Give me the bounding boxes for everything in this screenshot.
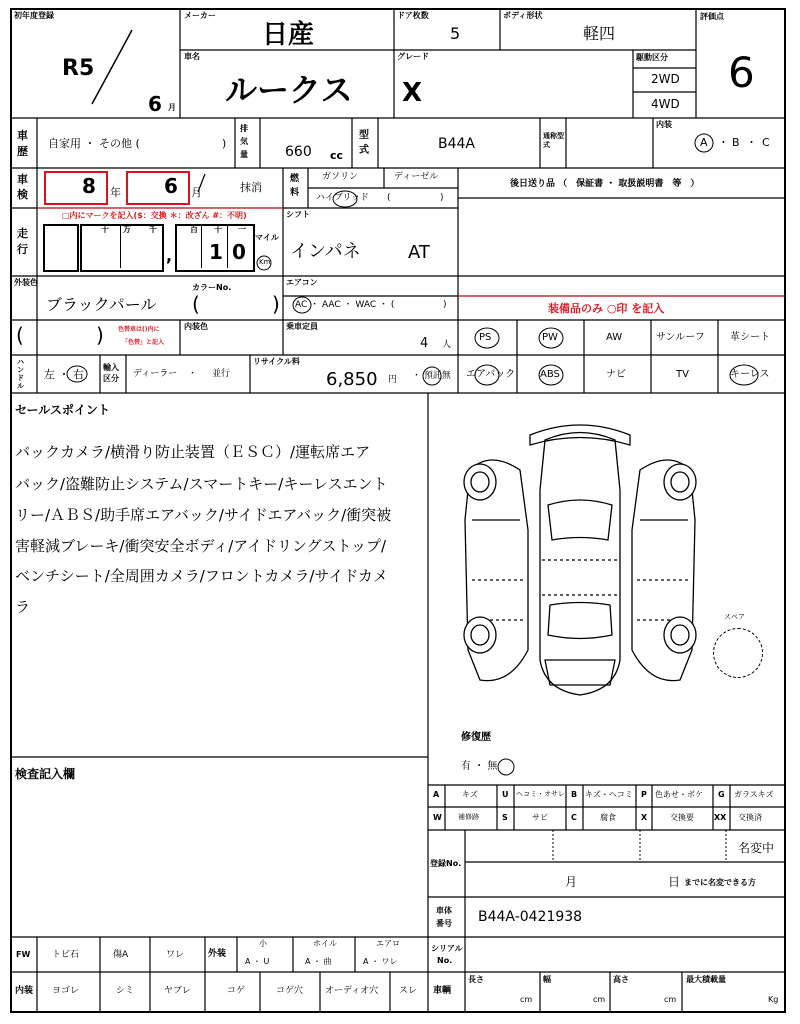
fw-item-1: トビ石 bbox=[52, 950, 80, 960]
interior-grade-b: B bbox=[732, 136, 740, 149]
km-label: Km bbox=[259, 258, 271, 266]
body-label: ボディ形状 bbox=[503, 11, 543, 20]
unit-10: 十 bbox=[214, 225, 222, 234]
capacity-unit: 人 bbox=[442, 340, 452, 350]
type-label: 型式 bbox=[359, 130, 369, 156]
sales-points-label: セールスポイント bbox=[15, 403, 110, 417]
inspection-year-box bbox=[44, 171, 108, 205]
reg-month: 6 bbox=[148, 92, 162, 116]
length-unit: cm bbox=[520, 995, 533, 1004]
equip-keyless: キーレス bbox=[730, 369, 770, 380]
history-label: 車歴 bbox=[17, 129, 28, 158]
width-unit: cm bbox=[593, 995, 606, 1004]
recycle-value: 6,850 bbox=[326, 369, 378, 390]
int-label: 内装 bbox=[15, 986, 34, 996]
model-name-label: 車名 bbox=[184, 52, 200, 61]
mile-label: マイル bbox=[255, 233, 279, 242]
chassis-label-2: 番号 bbox=[436, 919, 452, 928]
legend-c-text: 腐食 bbox=[600, 813, 616, 822]
interior-color-label: 内装色 bbox=[184, 322, 208, 331]
chassis-number: B44A-0421938 bbox=[478, 909, 583, 925]
legend-xx-code: XX bbox=[714, 813, 727, 822]
ext-label: 外装 bbox=[208, 949, 227, 959]
legend-p-text: 色あせ・ボケ bbox=[655, 790, 703, 799]
history-text: 自家用 ・ その他 ( bbox=[48, 137, 140, 150]
aircon-label: エアコン bbox=[286, 278, 318, 287]
repair-label: 修復歴 bbox=[461, 732, 491, 743]
load-label: 最大積載量 bbox=[686, 975, 726, 984]
mileage-sep-1 bbox=[120, 224, 121, 268]
inspection-month-box bbox=[126, 171, 190, 205]
legend-w-text: 補修跡 bbox=[458, 813, 479, 821]
equip-navi: ナビ bbox=[606, 369, 626, 380]
color-no-open: ( bbox=[192, 292, 200, 316]
width-label: 幅 bbox=[543, 975, 551, 984]
legend-a-text: キズ bbox=[462, 790, 478, 799]
legend-b-code: B bbox=[571, 790, 578, 799]
maker: 日産 bbox=[262, 20, 315, 50]
equip-airbag: エアバック bbox=[466, 369, 516, 380]
capacity-value: 4 bbox=[420, 336, 429, 351]
serial-label-2: No. bbox=[437, 956, 453, 965]
displacement-label: 排気量 bbox=[240, 124, 248, 159]
equip-pw: PW bbox=[542, 332, 558, 343]
score: 6 bbox=[728, 48, 755, 97]
mileage-digit-1: 1 bbox=[209, 240, 223, 264]
name-change: 名変中 bbox=[738, 841, 775, 855]
height-unit: cm bbox=[664, 995, 677, 1004]
legend-g-code: G bbox=[718, 790, 725, 799]
color-no-label: カラーNo. bbox=[192, 283, 232, 292]
ext-aero-label: エアロ bbox=[376, 939, 400, 948]
recycle-deposit: ・ 預託無 bbox=[412, 371, 451, 381]
reg-day-label: 日 bbox=[668, 875, 681, 889]
ext-wheel-opts: A ・ 曲 bbox=[305, 957, 332, 966]
unit-1k: 千 bbox=[149, 225, 157, 234]
fw-item-2: 傷A bbox=[113, 950, 129, 960]
int-item-3: ヤブレ bbox=[164, 986, 191, 996]
fuel-hybrid: ハイブリッド bbox=[316, 193, 370, 203]
legend-s-text: サビ bbox=[532, 813, 548, 822]
drive-2wd: 2WD bbox=[651, 72, 680, 86]
sales-line-5: ベンチシート/全周囲カメラ/フロントカメラ/サイドカメ bbox=[15, 567, 388, 585]
model-type: B44A bbox=[438, 136, 475, 152]
unit-10m: 十 bbox=[101, 225, 109, 234]
legend-p-code: P bbox=[641, 790, 647, 799]
model-name: ルークス bbox=[225, 71, 353, 109]
equip-aw: AW bbox=[606, 332, 623, 343]
legend-g-text: ガラスキズ bbox=[734, 790, 774, 799]
import-parallel: 並行 bbox=[212, 369, 231, 379]
spare-tire-icon bbox=[713, 628, 763, 678]
interior-dot-1: ・ bbox=[718, 136, 729, 149]
aircon-close: ) bbox=[443, 300, 447, 310]
doors: 5 bbox=[450, 24, 461, 43]
int-item-2: シミ bbox=[116, 986, 135, 996]
aircon-options: AC ・ AAC ・ WAC ・ ( bbox=[295, 300, 395, 310]
inspection-year-unit: 年 bbox=[110, 186, 121, 199]
fw-item-3: ワレ bbox=[166, 950, 185, 960]
mileage-sep-2 bbox=[201, 224, 202, 268]
import-dealer: ディーラー bbox=[133, 369, 178, 379]
body-type: 軽四 bbox=[583, 24, 616, 43]
mileage-digit-2: 0 bbox=[232, 240, 246, 264]
reg-month-label: 月 bbox=[565, 875, 578, 889]
import-label: 輸入区分 bbox=[103, 363, 119, 383]
shift-trans: AT bbox=[408, 242, 430, 263]
int-item-4: コゲ bbox=[227, 986, 246, 996]
maker-label: メーカー bbox=[184, 11, 216, 20]
displacement: 660 bbox=[285, 144, 312, 160]
equip-ps: PS bbox=[479, 332, 492, 343]
inspection-label: 車検 bbox=[17, 173, 28, 201]
int-item-6: オーディオ穴 bbox=[325, 986, 379, 996]
legend-xx-text: 交換済 bbox=[738, 813, 762, 822]
legend-u-code: U bbox=[502, 790, 509, 799]
color-change-note-1: 色替車は()内に bbox=[118, 326, 160, 333]
legend-u-text: ヘコミ・オサレ bbox=[516, 790, 565, 798]
sales-line-3: リー/ＡＢＳ/助手席エアバック/サイドエアバック/衝突被 bbox=[15, 506, 392, 524]
unit-10k: 万 bbox=[123, 225, 131, 234]
sales-line-6: ラ bbox=[15, 598, 31, 616]
mileage-note: □内にマークを記入($：交換 ＊：改ざん #：不明) bbox=[62, 211, 247, 220]
deregistered: 抹消 bbox=[240, 181, 262, 194]
interior-grade-c: C bbox=[762, 136, 770, 149]
equip-leather: 革シート bbox=[730, 332, 770, 343]
equip-tv: TV bbox=[676, 369, 689, 380]
drive-4wd: 4WD bbox=[651, 97, 680, 111]
legend-w-code: W bbox=[433, 813, 442, 822]
repair-options: 有 ・ 無 bbox=[461, 761, 498, 772]
sales-line-1: バックカメラ/横滑り防止装置（ＥＳＣ）/運転席エア bbox=[15, 443, 371, 461]
equipment-header: 装備品のみ ○印 を記入 bbox=[548, 302, 665, 315]
shift-value: インパネ bbox=[290, 241, 361, 262]
interior-label: 内装 bbox=[656, 120, 672, 129]
mileage-comma: , bbox=[166, 246, 173, 265]
fuel-diesel: ディーゼル bbox=[394, 172, 439, 182]
load-unit: Kg bbox=[768, 995, 779, 1004]
legend-b-text: キズ・ヘコミ bbox=[585, 790, 633, 799]
inspection-month: 6 bbox=[164, 174, 178, 198]
score-label: 評価点 bbox=[700, 12, 724, 21]
mileage-sep-3 bbox=[227, 224, 228, 268]
spare-label: スペア bbox=[724, 613, 745, 621]
dimensions-label: 車輌 bbox=[433, 986, 452, 996]
legend-x-code: X bbox=[641, 813, 648, 822]
capacity-label: 乗車定員 bbox=[286, 322, 318, 331]
color-no-close: ) bbox=[272, 292, 280, 316]
handle-options: 左 ・ 右 bbox=[44, 368, 84, 381]
int-item-1: ヨゴレ bbox=[52, 986, 80, 996]
int-item-7: スレ bbox=[399, 986, 418, 996]
ext-small-opts: A ・ U bbox=[245, 957, 270, 966]
serial-label-1: シリアル bbox=[431, 944, 463, 953]
grade-label: グレード bbox=[397, 52, 429, 61]
chassis-label-1: 車体 bbox=[436, 906, 452, 915]
ext-wheel-label: ホイル bbox=[313, 939, 337, 948]
fuel-other: ( bbox=[387, 193, 391, 203]
drive-label: 駆動区分 bbox=[636, 53, 668, 62]
exterior-color: ブラックパール bbox=[46, 295, 157, 314]
handle-label: ハンドル bbox=[17, 358, 24, 390]
era: R5 bbox=[62, 56, 95, 81]
exterior-label: 外装色 bbox=[14, 278, 38, 287]
mileage-box-1 bbox=[43, 224, 79, 272]
car-damage-diagram bbox=[450, 410, 710, 710]
shift-label: シフト bbox=[286, 210, 310, 219]
interior-grade-a: A bbox=[700, 136, 708, 149]
history-close: ) bbox=[222, 137, 227, 150]
inspection-year: 8 bbox=[82, 174, 96, 198]
int-item-5: コゲ穴 bbox=[276, 986, 304, 996]
mileage-label: 走行 bbox=[17, 227, 28, 256]
equip-abs: ABS bbox=[540, 369, 560, 380]
import-dot: ・ bbox=[188, 369, 198, 379]
legend-s-code: S bbox=[502, 813, 508, 822]
legend-a-code: A bbox=[433, 790, 440, 799]
legend-c-code: C bbox=[571, 813, 577, 822]
reg-month-unit: 月 bbox=[168, 103, 176, 112]
fuel-other-close: ) bbox=[440, 193, 444, 203]
color-change-note-2: 「色替」と記入 bbox=[122, 339, 165, 346]
inspection-notes-label: 検査記入欄 bbox=[15, 767, 76, 781]
reg-deadline: までに名変できる方 bbox=[684, 878, 756, 887]
first-reg-label: 初年度登録 bbox=[14, 11, 54, 20]
grade: X bbox=[402, 78, 423, 108]
fuel-gasoline: ガソリン bbox=[322, 172, 359, 182]
common-type-label: 通称型式 bbox=[543, 132, 564, 149]
doors-label: ドア枚数 bbox=[397, 11, 429, 20]
unit-100: 百 bbox=[190, 225, 198, 234]
recycle-unit: 円 bbox=[388, 375, 398, 385]
registration-label: 登録No. bbox=[430, 859, 462, 868]
ext-aero-opts: A ・ ワレ bbox=[363, 957, 398, 966]
displacement-unit: cc bbox=[330, 149, 344, 162]
interior-dot-2: ・ bbox=[746, 136, 757, 149]
legend-x-text: 交換要 bbox=[670, 813, 694, 822]
fw-label: FW bbox=[16, 950, 31, 959]
color-change-close: ) bbox=[96, 323, 104, 347]
unit-1: 一 bbox=[238, 225, 246, 234]
color-change-open: ( bbox=[16, 323, 24, 347]
sales-line-2: バック/盗難防止システム/スマートキー/キーレスエント bbox=[15, 475, 388, 493]
length-label: 長さ bbox=[468, 975, 484, 984]
height-label: 高さ bbox=[613, 975, 629, 984]
sales-line-4: 害軽減ブレーキ/衝突安全ボディ/アイドリングストップ/ bbox=[15, 537, 387, 555]
equip-sunroof: サンルーフ bbox=[656, 332, 705, 343]
docs-label: 後日送り品 （ 保証書 ・ 取扱説明書 等 ） bbox=[510, 179, 700, 189]
ext-small-label: 小 bbox=[259, 939, 267, 948]
inspection-month-unit: 月 bbox=[191, 186, 202, 199]
fuel-label: 燃料 bbox=[290, 174, 300, 198]
recycle-label: リサイクル料 bbox=[253, 357, 300, 366]
